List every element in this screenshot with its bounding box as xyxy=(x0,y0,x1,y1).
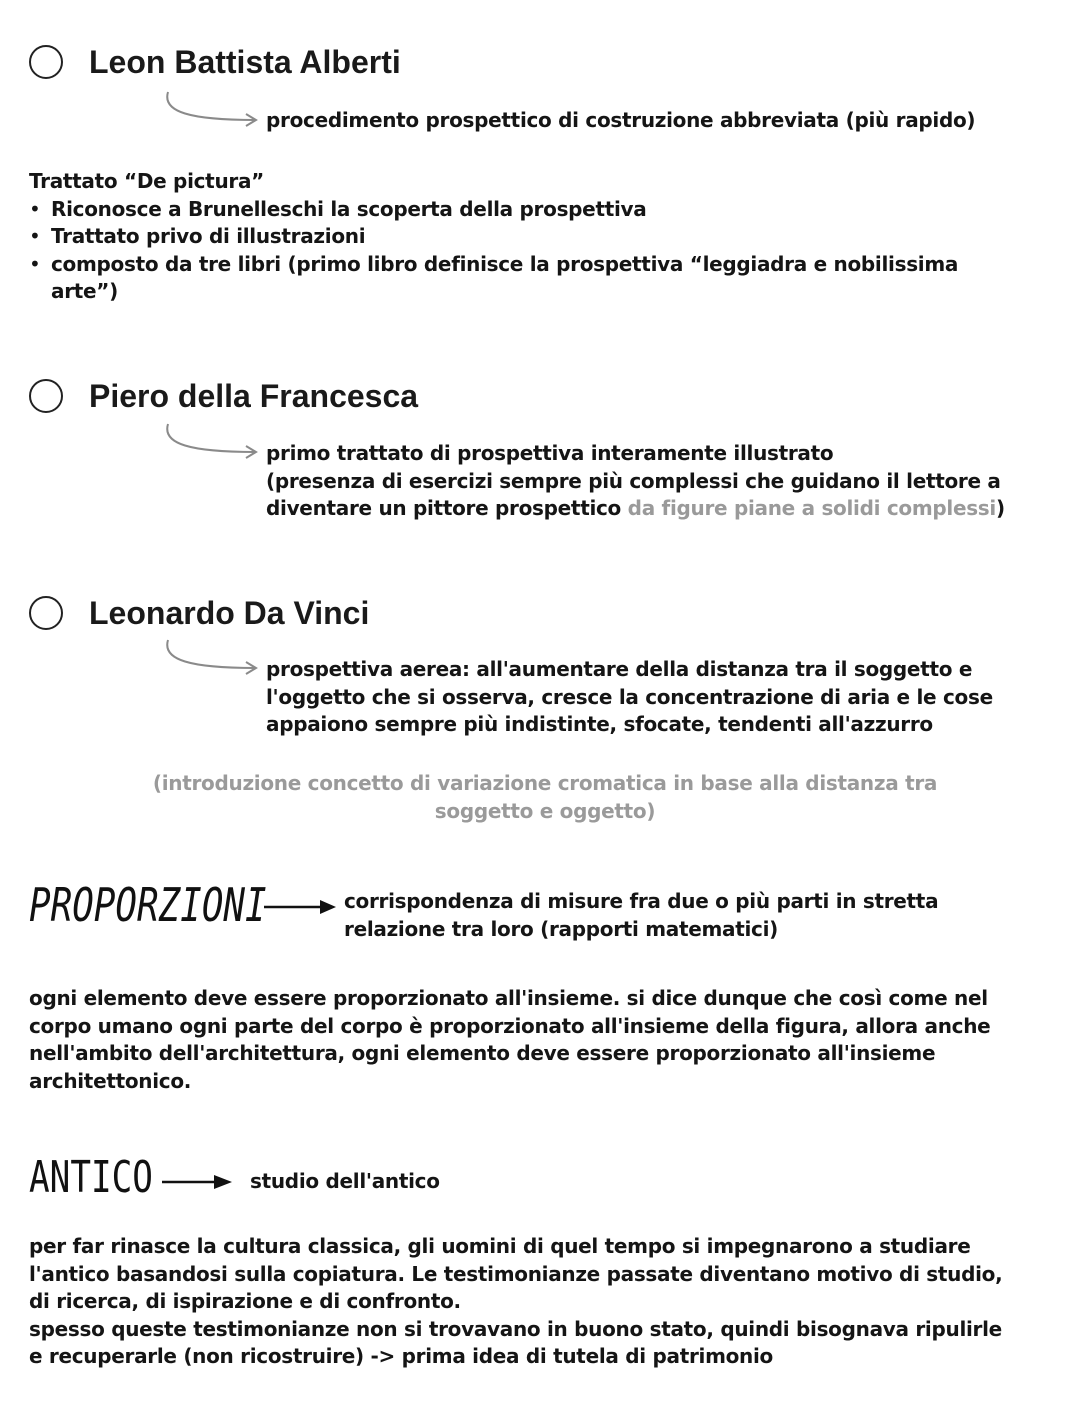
arrow-right-icon xyxy=(262,897,342,917)
antico-definition: studio dell'antico xyxy=(250,1169,440,1193)
de-pictura-block xyxy=(29,168,1029,306)
leonardo-note: prospettiva aerea: all'aumentare della distanza tra il soggetto e l'oggetto che si osserva, cresce la concentrazione di aria e le cose appaiono sempre più indistinte, sfocate, tendenti all'azzurro xyxy=(266,657,993,736)
bullet-circle-icon xyxy=(29,596,63,630)
de-pictura-list xyxy=(29,196,1029,306)
list-item: • composto da tre libri (primo libro definisce la prospettiva “leggiadra e nobilissima arte”) xyxy=(29,251,1011,306)
arrow-right-icon xyxy=(160,1172,240,1192)
heading-piero: Piero della Francesca xyxy=(89,378,419,414)
proporzioni-paragraph: ogni elemento deve essere proporzionato all'insieme. si dice dunque che così come nel corpo umano ogni parte del corpo è proporzionato all'insieme della figura, allora anche nell'ambito dell'architettura, ogni elemento deve essere proporzionato all'insieme architettonico. xyxy=(29,986,991,1093)
alberti-note: procedimento prospettico di costruzione abbreviata (più rapido) xyxy=(266,108,976,132)
proporzioni-definition: corrispondenza di misure fra due o più parti in stretta relazione tra loro (rapporti matematici) xyxy=(344,889,939,941)
list-item: • Trattato privo di illustrazioni xyxy=(29,223,1029,251)
list-item: • Riconosce a Brunelleschi la scoperta della prospettiva xyxy=(29,196,1029,224)
antico-paragraph: per far rinasce la cultura classica, gli uomini di quel tempo si impegnarono a studiare l'antico basandosi sulla copiatura. Le testimonianze passate diventano motivo di studio, di ricerca, di ispirazione e di confronto. spesso queste testimonianze non si trovavano in buono stato, quindi bisognava ripulirle e recuperarle (non ricostruire) -> prima idea di tutela di patrimonio xyxy=(29,1234,1003,1368)
antico-title: ANTICO xyxy=(29,1152,153,1203)
heading-leonardo: Leonardo Da Vinci xyxy=(89,595,370,631)
proporzioni-title: PROPORZIONI xyxy=(29,878,267,932)
curved-arrow-icon xyxy=(160,422,260,462)
piero-note-aside: da figure piane a solidi complessi xyxy=(627,496,996,520)
heading-alberti: Leon Battista Alberti xyxy=(89,44,401,80)
de-pictura-title: Trattato “De pictura” xyxy=(29,169,264,193)
bullet-circle-icon xyxy=(29,45,63,79)
bullet-circle-icon xyxy=(29,379,63,413)
curved-arrow-icon xyxy=(160,90,260,130)
curved-arrow-icon xyxy=(160,638,260,678)
leonardo-aside: (introduzione concetto di variazione cromatica in base alla distanza tra soggetto e oggetto) xyxy=(152,771,938,823)
piero-note: primo trattato di prospettiva interamente illustrato (presenza di esercizi sempre più complessi che guidano il lettore a diventare un pittore prospettico da figure piane a solidi complessi) xyxy=(266,441,1005,520)
